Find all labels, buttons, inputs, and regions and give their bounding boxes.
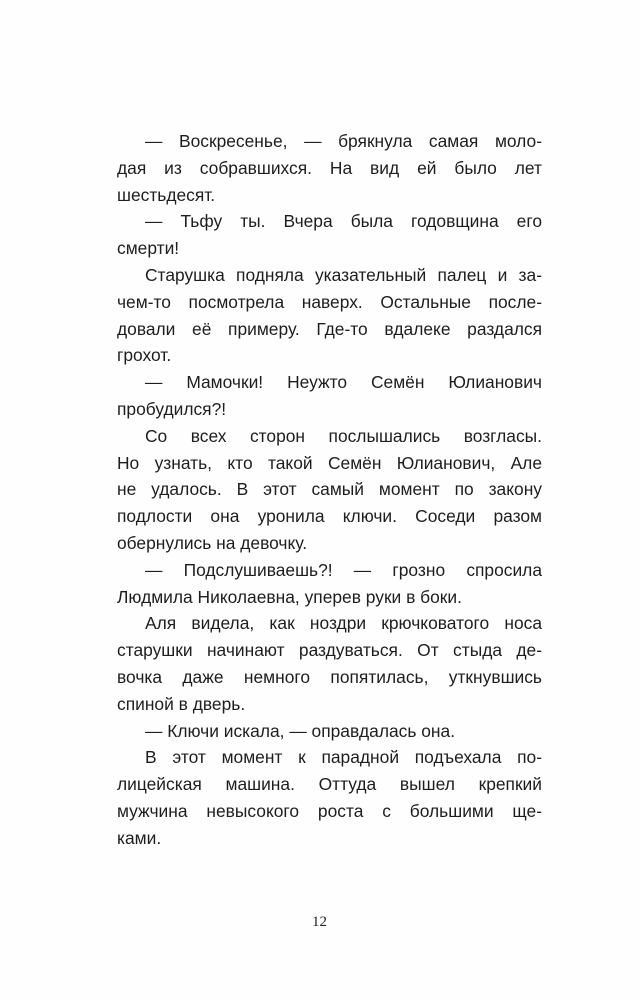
- text-line: довали её примеру. Где-то вдалеке раздался: [117, 318, 542, 339]
- text-line: Аля видела, как ноздри крючковатого носа: [145, 613, 542, 634]
- text-line: Старушка подняла указательный палец и за-: [145, 264, 542, 285]
- text-line: — Мамочки! Неужто Семён Юлианович: [145, 372, 542, 393]
- text-line: старушки начинают раздуваться. От стыда де-: [117, 640, 542, 661]
- text-line: грохот.: [117, 345, 172, 366]
- text-line: шестьдесят.: [117, 184, 216, 205]
- text-line: — Подслушиваешь?! — грозно спросила: [145, 559, 542, 580]
- text-line: обернулись на девочку.: [117, 532, 308, 553]
- text-line: В этот момент к парадной подъехала по-: [145, 747, 542, 768]
- text-line: смерти!: [117, 238, 180, 259]
- text-line: лицейская машина. Оттуда вышел крепкий: [117, 774, 542, 795]
- text-line: Со всех сторон послышались возгласы.: [145, 425, 542, 446]
- page-number: 12: [312, 914, 327, 930]
- text-line: не удалось. В этот самый момент по закону: [117, 479, 542, 500]
- text-line: ками.: [117, 827, 162, 848]
- text-line: Но узнать, кто такой Семён Юлианович, Але: [117, 452, 542, 473]
- text-line: вочка даже немного попятилась, уткнувшись: [117, 666, 542, 687]
- text-line: пробудился?!: [117, 398, 227, 419]
- text-line: — Воскресенье, — брякнула самая моло-: [145, 131, 542, 151]
- text-line: мужчина невысокого роста с большими ще-: [117, 800, 542, 821]
- text-line: — Тьфу ты. Вчера была годовщина его: [145, 211, 542, 232]
- body-text: [117, 128, 542, 852]
- text-line: — Ключи искала, — оправдалась она.: [145, 720, 456, 741]
- text-line: спиной в дверь.: [117, 693, 246, 714]
- text-line: чем-то посмотрела наверх. Остальные после-: [117, 291, 542, 312]
- text-line: дая из собравшихся. На вид ей было лет: [117, 157, 542, 178]
- text-line: Людмила Николаевна, уперев руки в боки.: [117, 586, 462, 607]
- text-line: подлости она уронила ключи. Соседи разом: [117, 506, 542, 527]
